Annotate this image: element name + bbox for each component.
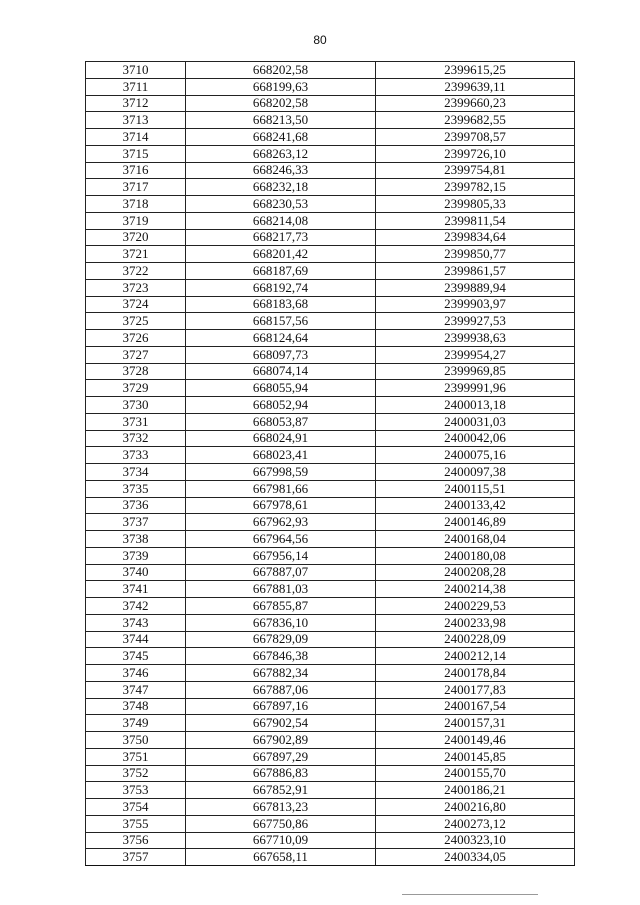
y-coordinate-cell: 2400212,14 [376, 648, 575, 665]
table-row [86, 581, 575, 598]
x-coordinate-cell: 668232,18 [186, 179, 376, 196]
point-number-cell: 3735 [86, 480, 186, 497]
y-coordinate-cell: 2399805,33 [376, 196, 575, 213]
y-coordinate-cell: 2400146,89 [376, 514, 575, 531]
x-coordinate-cell: 667897,29 [186, 748, 376, 765]
y-coordinate-cell: 2400097,38 [376, 464, 575, 481]
y-coordinate-cell: 2399726,10 [376, 145, 575, 162]
table-row [86, 849, 575, 866]
table-row [86, 179, 575, 196]
table-row [86, 598, 575, 615]
point-number-cell: 3723 [86, 279, 186, 296]
table-row [86, 145, 575, 162]
table-row [86, 447, 575, 464]
y-coordinate-cell: 2400273,12 [376, 815, 575, 832]
y-coordinate-cell: 2399811,54 [376, 212, 575, 229]
point-number-cell: 3731 [86, 413, 186, 430]
x-coordinate-cell: 668024,91 [186, 430, 376, 447]
point-number-cell: 3751 [86, 748, 186, 765]
x-coordinate-cell: 667658,11 [186, 849, 376, 866]
table-row [86, 229, 575, 246]
y-coordinate-cell: 2400323,10 [376, 832, 575, 849]
table-row [86, 665, 575, 682]
y-coordinate-cell: 2400031,03 [376, 413, 575, 430]
y-coordinate-cell: 2399889,94 [376, 279, 575, 296]
table-row [86, 380, 575, 397]
x-coordinate-cell: 667852,91 [186, 782, 376, 799]
x-coordinate-cell: 668192,74 [186, 279, 376, 296]
x-coordinate-cell: 667855,87 [186, 598, 376, 615]
x-coordinate-cell: 668183,68 [186, 296, 376, 313]
x-coordinate-cell: 667887,06 [186, 681, 376, 698]
table-row [86, 782, 575, 799]
y-coordinate-cell: 2400145,85 [376, 748, 575, 765]
table-row [86, 397, 575, 414]
point-number-cell: 3715 [86, 145, 186, 162]
point-number-cell: 3736 [86, 497, 186, 514]
point-number-cell: 3740 [86, 564, 186, 581]
point-number-cell: 3743 [86, 614, 186, 631]
table-row [86, 279, 575, 296]
point-number-cell: 3750 [86, 732, 186, 749]
y-coordinate-cell: 2400334,05 [376, 849, 575, 866]
x-coordinate-cell: 667887,07 [186, 564, 376, 581]
point-number-cell: 3744 [86, 631, 186, 648]
point-number-cell: 3741 [86, 581, 186, 598]
y-coordinate-cell: 2400233,98 [376, 614, 575, 631]
point-number-cell: 3724 [86, 296, 186, 313]
table-row [86, 162, 575, 179]
x-coordinate-cell: 668241,68 [186, 129, 376, 146]
y-coordinate-cell: 2399708,57 [376, 129, 575, 146]
table-row [86, 631, 575, 648]
point-number-cell: 3737 [86, 514, 186, 531]
x-coordinate-cell: 667710,09 [186, 832, 376, 849]
x-coordinate-cell: 668097,73 [186, 346, 376, 363]
x-coordinate-cell: 668202,58 [186, 62, 376, 79]
table-row [86, 614, 575, 631]
point-number-cell: 3716 [86, 162, 186, 179]
y-coordinate-cell: 2399991,96 [376, 380, 575, 397]
x-coordinate-cell: 667956,14 [186, 547, 376, 564]
x-coordinate-cell: 668052,94 [186, 397, 376, 414]
x-coordinate-cell: 668187,69 [186, 263, 376, 280]
y-coordinate-cell: 2400214,38 [376, 581, 575, 598]
y-coordinate-cell: 2400157,31 [376, 715, 575, 732]
table-row [86, 765, 575, 782]
x-coordinate-cell: 667881,03 [186, 581, 376, 598]
x-coordinate-cell: 668213,50 [186, 112, 376, 129]
point-number-cell: 3713 [86, 112, 186, 129]
x-coordinate-cell: 668023,41 [186, 447, 376, 464]
point-number-cell: 3729 [86, 380, 186, 397]
x-coordinate-cell: 667836,10 [186, 614, 376, 631]
point-number-cell: 3712 [86, 95, 186, 112]
x-coordinate-cell: 667962,93 [186, 514, 376, 531]
y-coordinate-cell: 2400178,84 [376, 665, 575, 682]
table-row [86, 497, 575, 514]
table-row [86, 196, 575, 213]
table-row [86, 413, 575, 430]
y-coordinate-cell: 2399903,97 [376, 296, 575, 313]
point-number-cell: 3748 [86, 698, 186, 715]
table-row [86, 480, 575, 497]
table-row [86, 430, 575, 447]
x-coordinate-cell: 668124,64 [186, 330, 376, 347]
table-row [86, 263, 575, 280]
point-number-cell: 3738 [86, 531, 186, 548]
point-number-cell: 3753 [86, 782, 186, 799]
y-coordinate-cell: 2399782,15 [376, 179, 575, 196]
point-number-cell: 3745 [86, 648, 186, 665]
table-row [86, 564, 575, 581]
point-number-cell: 3752 [86, 765, 186, 782]
x-coordinate-cell: 668157,56 [186, 313, 376, 330]
point-number-cell: 3718 [86, 196, 186, 213]
x-coordinate-cell: 667813,23 [186, 799, 376, 816]
table-row [86, 832, 575, 849]
y-coordinate-cell: 2399682,55 [376, 112, 575, 129]
point-number-cell: 3730 [86, 397, 186, 414]
y-coordinate-cell: 2399754,81 [376, 162, 575, 179]
table-row [86, 748, 575, 765]
x-coordinate-cell: 668217,73 [186, 229, 376, 246]
table-row [86, 95, 575, 112]
x-coordinate-cell: 668230,53 [186, 196, 376, 213]
point-number-cell: 3721 [86, 246, 186, 263]
y-coordinate-cell: 2399969,85 [376, 363, 575, 380]
y-coordinate-cell: 2400168,04 [376, 531, 575, 548]
point-number-cell: 3746 [86, 665, 186, 682]
x-coordinate-cell: 667998,59 [186, 464, 376, 481]
point-number-cell: 3711 [86, 78, 186, 95]
point-number-cell: 3719 [86, 212, 186, 229]
table-row [86, 129, 575, 146]
x-coordinate-cell: 668214,08 [186, 212, 376, 229]
table-row [86, 547, 575, 564]
y-coordinate-cell: 2400167,54 [376, 698, 575, 715]
page-number: 80 [313, 33, 327, 47]
x-coordinate-cell: 667882,34 [186, 665, 376, 682]
y-coordinate-cell: 2399927,53 [376, 313, 575, 330]
table-row [86, 330, 575, 347]
table-row [86, 78, 575, 95]
point-number-cell: 3725 [86, 313, 186, 330]
table-row [86, 715, 575, 732]
coordinates-table-body [86, 62, 575, 866]
y-coordinate-cell: 2399834,64 [376, 229, 575, 246]
table-row [86, 346, 575, 363]
table-row [86, 799, 575, 816]
y-coordinate-cell: 2400149,46 [376, 732, 575, 749]
table-row [86, 732, 575, 749]
x-coordinate-cell: 668201,42 [186, 246, 376, 263]
point-number-cell: 3754 [86, 799, 186, 816]
x-coordinate-cell: 667902,89 [186, 732, 376, 749]
point-number-cell: 3717 [86, 179, 186, 196]
point-number-cell: 3734 [86, 464, 186, 481]
point-number-cell: 3742 [86, 598, 186, 615]
point-number-cell: 3714 [86, 129, 186, 146]
x-coordinate-cell: 667897,16 [186, 698, 376, 715]
table-row [86, 212, 575, 229]
table-row [86, 815, 575, 832]
x-coordinate-cell: 667846,38 [186, 648, 376, 665]
point-number-cell: 3727 [86, 346, 186, 363]
y-coordinate-cell: 2400186,21 [376, 782, 575, 799]
y-coordinate-cell: 2400013,18 [376, 397, 575, 414]
point-number-cell: 3739 [86, 547, 186, 564]
y-coordinate-cell: 2400228,09 [376, 631, 575, 648]
x-coordinate-cell: 668263,12 [186, 145, 376, 162]
table-row [86, 62, 575, 79]
table-row [86, 514, 575, 531]
x-coordinate-cell: 667750,86 [186, 815, 376, 832]
y-coordinate-cell: 2400216,80 [376, 799, 575, 816]
y-coordinate-cell: 2399861,57 [376, 263, 575, 280]
y-coordinate-cell: 2399615,25 [376, 62, 575, 79]
y-coordinate-cell: 2400075,16 [376, 447, 575, 464]
y-coordinate-cell: 2400208,28 [376, 564, 575, 581]
point-number-cell: 3755 [86, 815, 186, 832]
y-coordinate-cell: 2399639,11 [376, 78, 575, 95]
table-row [86, 531, 575, 548]
x-coordinate-cell: 668199,63 [186, 78, 376, 95]
y-coordinate-cell: 2400180,08 [376, 547, 575, 564]
table-row [86, 681, 575, 698]
table-row [86, 698, 575, 715]
table-row [86, 296, 575, 313]
point-number-cell: 3747 [86, 681, 186, 698]
point-number-cell: 3720 [86, 229, 186, 246]
y-coordinate-cell: 2400042,06 [376, 430, 575, 447]
table-row [86, 648, 575, 665]
point-number-cell: 3749 [86, 715, 186, 732]
coordinates-table [85, 61, 575, 866]
y-coordinate-cell: 2399850,77 [376, 246, 575, 263]
x-coordinate-cell: 667978,61 [186, 497, 376, 514]
x-coordinate-cell: 667964,56 [186, 531, 376, 548]
x-coordinate-cell: 667902,54 [186, 715, 376, 732]
y-coordinate-cell: 2400115,51 [376, 480, 575, 497]
table-row [86, 112, 575, 129]
y-coordinate-cell: 2399660,23 [376, 95, 575, 112]
table-row [86, 363, 575, 380]
x-coordinate-cell: 667886,83 [186, 765, 376, 782]
y-coordinate-cell: 2400229,53 [376, 598, 575, 615]
y-coordinate-cell: 2400155,70 [376, 765, 575, 782]
x-coordinate-cell: 668055,94 [186, 380, 376, 397]
x-coordinate-cell: 668074,14 [186, 363, 376, 380]
y-coordinate-cell: 2400177,83 [376, 681, 575, 698]
point-number-cell: 3757 [86, 849, 186, 866]
point-number-cell: 3733 [86, 447, 186, 464]
y-coordinate-cell: 2399938,63 [376, 330, 575, 347]
point-number-cell: 3728 [86, 363, 186, 380]
y-coordinate-cell: 2399954,27 [376, 346, 575, 363]
bottom-divider [402, 894, 538, 895]
point-number-cell: 3756 [86, 832, 186, 849]
x-coordinate-cell: 668246,33 [186, 162, 376, 179]
point-number-cell: 3710 [86, 62, 186, 79]
point-number-cell: 3722 [86, 263, 186, 280]
x-coordinate-cell: 667829,09 [186, 631, 376, 648]
x-coordinate-cell: 668202,58 [186, 95, 376, 112]
point-number-cell: 3726 [86, 330, 186, 347]
point-number-cell: 3732 [86, 430, 186, 447]
table-row [86, 313, 575, 330]
x-coordinate-cell: 667981,66 [186, 480, 376, 497]
y-coordinate-cell: 2400133,42 [376, 497, 575, 514]
table-row [86, 246, 575, 263]
table-row [86, 464, 575, 481]
x-coordinate-cell: 668053,87 [186, 413, 376, 430]
